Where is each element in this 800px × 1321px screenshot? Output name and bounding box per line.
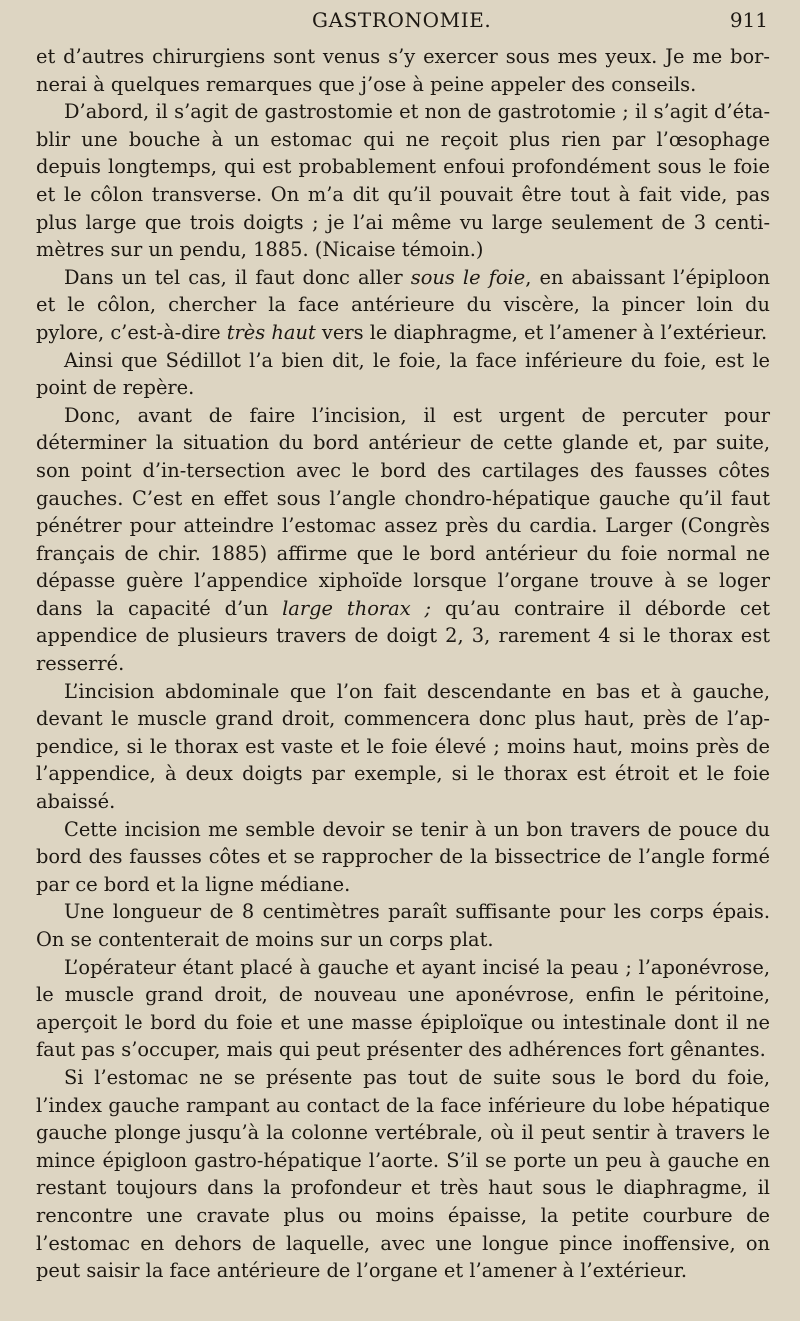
page-number: 911: [729, 8, 768, 32]
italic-text: large thorax ;: [282, 596, 432, 620]
paragraph: [36, 347, 770, 402]
italic-text: sous le foie: [410, 265, 526, 289]
paragraph: [36, 816, 770, 899]
italic-text: très haut: [226, 320, 316, 344]
text-run: L’opérateur étant placé à gauche et ayant incisé la peau ; l’aponévrose, le muscle grand droit, de nouveau une aponévrose, enfin le péritoine, aperçoit le bord du foie et une masse épiploïque ou intestinale dont il ne faut pas s’occuper, mais qui peut présenter des adhérences fort gênantes.: [36, 955, 770, 1062]
text-run: D’abord, il s’agit de gastrostomie et non de gastrotomie ; il s’agit d’éta-blir une bouche à un estomac qui ne reçoit plus rien par l’œsophage depuis longtemps, qui est probablement enfoui profondément sous le foie et le côlon transverse. On m’a dit qu’il pouvait être tout à fait vide, pas plus large que trois doigts ; je l’ai même vu large seulement de 3 centi-mètres sur un pendu, 1885. (Nicaise témoin.): [36, 100, 770, 262]
page-header: [40, 8, 768, 38]
text-run: Si l’estomac ne se présente pas tout de suite sous le bord du foie, l’index gauche rampant au contact de la face inférieure du lobe hépatique gauche plonge jusqu’à la colonne vertébrale, où il peut sentir à travers le mince épigloon gastro-hépatique l’aorte. S’il se porte un peu à gauche en restant toujours dans la profondeur et très haut sous le diaphragme, il rencontre une cravate plus ou moins épaisse, la petite courbure de l’estomac en dehors de laquelle, avec une longue pince inoffensive, on peut saisir la face antérieure de l’organe et l’amener à l’extérieur.: [36, 1065, 770, 1283]
paragraph: [36, 43, 770, 98]
text-run: L’incision abdominale que l’on fait descendante en bas et à gauche, devant le muscle grand droit, commencera donc plus haut, près de l’ap-pendice, si le thorax est vaste et le foie élevé ; moins haut, moins près de l’appendice, à deux doigts par exemple, si le thorax est étroit et le foie abaissé.: [36, 679, 770, 814]
text-run: Dans un tel cas, il faut donc aller: [64, 265, 411, 289]
paragraph: [36, 264, 770, 347]
text-run: et d’autres chirurgiens sont venus s’y exercer sous mes yeux. Je me bor-nerai à quelques remarques que j’ose à peine appeler des conseils.: [36, 45, 770, 96]
text-run: , en abaissant l’épiploon et le côlon, chercher la face antérieure du viscère, la pincer loin du pylore, c’est-à-dire: [36, 265, 770, 344]
text-run: qu’au contraire il déborde cet appendice de plusieurs travers de doigt 2, 3, rarement 4 si le thorax est resserré.: [36, 596, 771, 676]
paragraph: [36, 1064, 770, 1285]
paragraph: [36, 678, 770, 816]
paragraph: [36, 954, 770, 1064]
paragraph: [36, 98, 770, 264]
text-run: Ainsi que Sédillot l’a bien dit, le foie, la face inférieure du foie, est le point de repère.: [36, 348, 770, 400]
paragraph: [36, 402, 770, 678]
text-run: vers le diaphragme, et l’amener à l’extérieur.: [315, 320, 768, 344]
text-run: Une longueur de 8 centimètres paraît suffisante pour les corps épais. On se contenterait de moins sur un corps plat.: [36, 900, 770, 951]
paragraph: [36, 898, 770, 953]
text-run: Cette incision me semble devoir se tenir à un bon travers de pouce du bord des fausses côtes et se rapprocher de la bissectrice de l’angle formé par ce bord et la ligne médiane.: [36, 817, 770, 896]
text-run: Donc, avant de faire l’incision, il est urgent de percuter pour déterminer la situation du bord antérieur de cette glande et, par suite, son point d’in-tersection avec le bord des cartilages des fausses côtes gauches. C’est en effet sous l’angle chondro-hépatique gauche qu’il faut pénétrer pour atteindre l’estomac assez près du cardia. Larger (Congrès français de chir. 1885) affirme que le bord antérieur du foie normal ne dépasse guère l’appendice xiphoïde lorsque l’organe trouve à se loger dans la capacité d’un: [36, 403, 770, 620]
body-text: [36, 43, 770, 1285]
running-title: GASTRONOMIE.: [312, 8, 492, 32]
